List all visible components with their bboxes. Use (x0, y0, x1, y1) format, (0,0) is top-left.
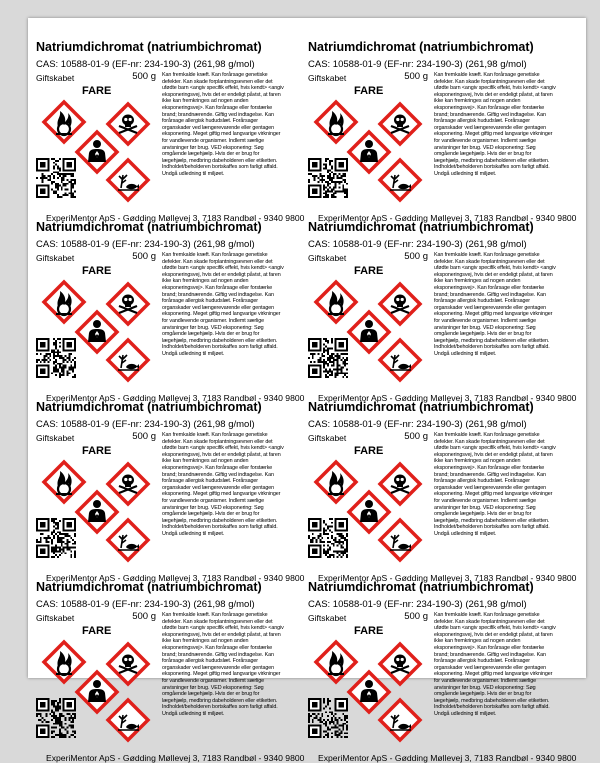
hazard-statements: Kan fremkalde kræft. Kan forårsage genetiske defekter. Kan skade forplantningsevnen eller det ufødte barn <angiv specifik effekt, hvis kendt> <angiv eksponeringsvej, hvis det er endeligt påvist, at faren ikke kan fremkringes ad nogen anden eksponeringsvej>. Kan forårsage eller forstærke brand; brandnærende. Giftig ved indtagelse. Kan forårsage allergisk hududslæt. Forårsager organskader ved længerevarende eller gentagen eksponering. Meget giftig med langvarige virkninger for vandlevende organismer. Indlemt særlige anvisninger før brug. VED eksponering: Søg omgående lægehjælp. Hvis der er brug for lægehjælp, medbring dabeholderen eller etiketten. Indholdet/beholderen bortskaffes som farligt affald. Undgå udledning til miljøet. (162, 432, 284, 537)
signal-word: FARE (82, 625, 112, 637)
environment-icon (106, 698, 150, 742)
qr-code (308, 158, 348, 198)
label-cabinet: Giftskabet (308, 433, 347, 443)
chemical-label (28, 18, 305, 223)
qr-code (36, 518, 76, 558)
environment-icon (106, 518, 150, 562)
label-quantity: 500 g (404, 611, 428, 622)
label-title: Natriumdichromat (natriumbichromat) (308, 40, 534, 54)
label-identifiers: CAS: 10588-01-9 (EF-nr: 234-190-3) (261,98 g/mol) (36, 599, 255, 610)
label-footer: ExperiMentor ApS - Gødding Møllevej 3, 7183 Randbøl - 9340 9800 (318, 393, 577, 403)
label-cabinet: Giftskabet (308, 613, 347, 623)
signal-word: FARE (82, 85, 112, 97)
hazard-statements: Kan fremkalde kræft. Kan forårsage genetiske defekter. Kan skade forplantningsevnen eller det ufødte barn <angiv specifik effekt, hvis kendt> <angiv eksponeringsvej, hvis det er endeligt påvist, at faren ikke kan fremkringes ad nogen anden eksponeringsvej>. Kan forårsage eller forstærke brand; brandnærende. Giftig ved indtagelse. Kan forårsage allergisk hududslæt. Forårsager organskader ved længerevarende eller gentagen eksponering. Meget giftig med langvarige virkninger for vandlevende organismer. Indlemt særlige anvisninger før brug. VED eksponering: Søg omgående lægehjælp. Hvis der er brug for lægehjælp, medbring dabeholderen eller etiketten. Indholdet/beholderen bortskaffes som farligt affald. Undgå udledning til miljøet. (434, 252, 556, 357)
label-identifiers: CAS: 10588-01-9 (EF-nr: 234-190-3) (261,98 g/mol) (308, 599, 527, 610)
qr-code (308, 338, 348, 378)
label-footer: ExperiMentor ApS - Gødding Møllevej 3, 7183 Randbøl - 9340 9800 (46, 393, 305, 403)
label-quantity: 500 g (132, 611, 156, 622)
qr-code (36, 338, 76, 378)
environment-icon (106, 158, 150, 202)
chemical-label (300, 558, 577, 763)
label-footer: ExperiMentor ApS - Gødding Møllevej 3, 7183 Randbøl - 9340 9800 (46, 213, 305, 223)
chemical-label (300, 198, 577, 403)
label-cabinet: Giftskabet (36, 253, 75, 263)
hazard-statements: Kan fremkalde kræft. Kan forårsage genetiske defekter. Kan skade forplantningsevnen eller det ufødte barn <angiv specifik effekt, hvis kendt> <angiv eksponeringsvej, hvis det er endeligt påvist, at faren ikke kan fremkringes ad nogen anden eksponeringsvej>. Kan forårsage eller forstærke brand; brandnærende. Giftig ved indtagelse. Kan forårsage allergisk hududslæt. Forårsager organskader ved længerevarende eller gentagen eksponering. Meget giftig med langvarige virkninger for vandlevende organismer. Indlemt særlige anvisninger før brug. VED eksponering: Søg omgående lægehjælp. Hvis der er brug for lægehjælp, medbring dabeholderen eller etiketten. Indholdet/beholderen bortskaffes som farligt affald. Undgå udledning til miljøet. (162, 72, 284, 177)
label-title: Natriumdichromat (natriumbichromat) (36, 220, 262, 234)
qr-code (308, 518, 348, 558)
label-footer: ExperiMentor ApS - Gødding Møllevej 3, 7183 Randbøl - 9340 9800 (318, 573, 577, 583)
label-footer: ExperiMentor ApS - Gødding Møllevej 3, 7183 Randbøl - 9340 9800 (318, 213, 577, 223)
label-footer: ExperiMentor ApS - Gødding Møllevej 3, 7183 Randbøl - 9340 9800 (46, 573, 305, 583)
label-title: Natriumdichromat (natriumbichromat) (36, 400, 262, 414)
label-identifiers: CAS: 10588-01-9 (EF-nr: 234-190-3) (261,98 g/mol) (308, 239, 527, 250)
environment-icon (106, 338, 150, 382)
qr-code (308, 698, 348, 738)
label-title: Natriumdichromat (natriumbichromat) (36, 580, 262, 594)
hazard-statements: Kan fremkalde kræft. Kan forårsage genetiske defekter. Kan skade forplantningsevnen eller det ufødte barn <angiv specifik effekt, hvis kendt> <angiv eksponeringsvej, hvis det er endeligt påvist, at faren ikke kan fremkringes ad nogen anden eksponeringsvej>. Kan forårsage eller forstærke brand; brandnærende. Giftig ved indtagelse. Kan forårsage allergisk hududslæt. Forårsager organskader ved længerevarende eller gentagen eksponering. Meget giftig med langvarige virkninger for vandlevende organismer. Indlemt særlige anvisninger før brug. VED eksponering: Søg omgående lægehjælp. Hvis der er brug for lægehjælp, medbring dabeholderen eller etiketten. Indholdet/beholderen bortskaffes som farligt affald. Undgå udledning til miljøet. (434, 612, 556, 717)
label-quantity: 500 g (132, 71, 156, 82)
label-identifiers: CAS: 10588-01-9 (EF-nr: 234-190-3) (261,98 g/mol) (308, 59, 527, 70)
label-cabinet: Giftskabet (36, 613, 75, 623)
signal-word: FARE (354, 445, 384, 457)
label-cabinet: Giftskabet (36, 433, 75, 443)
signal-word: FARE (354, 265, 384, 277)
signal-word: FARE (82, 265, 112, 277)
label-identifiers: CAS: 10588-01-9 (EF-nr: 234-190-3) (261,98 g/mol) (36, 59, 255, 70)
environment-icon (378, 518, 422, 562)
qr-code (36, 158, 76, 198)
qr-code (36, 698, 76, 738)
environment-icon (378, 158, 422, 202)
label-sheet (28, 18, 586, 763)
label-quantity: 500 g (404, 251, 428, 262)
environment-icon (378, 338, 422, 382)
hazard-statements: Kan fremkalde kræft. Kan forårsage genetiske defekter. Kan skade forplantningsevnen eller det ufødte barn <angiv specifik effekt, hvis kendt> <angiv eksponeringsvej, hvis det er endeligt påvist, at faren ikke kan fremkringes ad nogen anden eksponeringsvej>. Kan forårsage eller forstærke brand; brandnærende. Giftig ved indtagelse. Kan forårsage allergisk hududslæt. Forårsager organskader ved længerevarende eller gentagen eksponering. Meget giftig med langvarige virkninger for vandlevende organismer. Indlemt særlige anvisninger før brug. VED eksponering: Søg omgående lægehjælp. Hvis der er brug for lægehjælp, medbring dabeholderen eller etiketten. Indholdet/beholderen bortskaffes som farligt affald. Undgå udledning til miljøet. (162, 612, 284, 717)
label-identifiers: CAS: 10588-01-9 (EF-nr: 234-190-3) (261,98 g/mol) (308, 419, 527, 430)
chemical-label (28, 198, 305, 403)
label-quantity: 500 g (404, 71, 428, 82)
label-quantity: 500 g (132, 251, 156, 262)
hazard-statements: Kan fremkalde kræft. Kan forårsage genetiske defekter. Kan skade forplantningsevnen eller det ufødte barn <angiv specifik effekt, hvis kendt> <angiv eksponeringsvej, hvis det er endeligt påvist, at faren ikke kan fremkringes ad nogen anden eksponeringsvej>. Kan forårsage eller forstærke brand; brandnærende. Giftig ved indtagelse. Kan forårsage allergisk hududslæt. Forårsager organskader ved længerevarende eller gentagen eksponering. Meget giftig med langvarige virkninger for vandlevende organismer. Indlemt særlige anvisninger før brug. VED eksponering: Søg omgående lægehjælp. Hvis der er brug for lægehjælp, medbring dabeholderen eller etiketten. Indholdet/beholderen bortskaffes som farligt affald. Undgå udledning til miljøet. (434, 72, 556, 177)
signal-word: FARE (82, 445, 112, 457)
label-cabinet: Giftskabet (36, 73, 75, 83)
label-footer: ExperiMentor ApS - Gødding Møllevej 3, 7183 Randbøl - 9340 9800 (318, 753, 577, 763)
label-title: Natriumdichromat (natriumbichromat) (308, 580, 534, 594)
label-quantity: 500 g (404, 431, 428, 442)
label-title: Natriumdichromat (natriumbichromat) (308, 400, 534, 414)
label-cabinet: Giftskabet (308, 73, 347, 83)
hazard-statements: Kan fremkalde kræft. Kan forårsage genetiske defekter. Kan skade forplantningsevnen eller det ufødte barn <angiv specifik effekt, hvis kendt> <angiv eksponeringsvej, hvis det er endeligt påvist, at faren ikke kan fremkringes ad nogen anden eksponeringsvej>. Kan forårsage eller forstærke brand; brandnærende. Giftig ved indtagelse. Kan forårsage allergisk hududslæt. Forårsager organskader ved længerevarende eller gentagen eksponering. Meget giftig med langvarige virkninger for vandlevende organismer. Indlemt særlige anvisninger før brug. VED eksponering: Søg omgående lægehjælp. Hvis der er brug for lægehjælp, medbring dabeholderen eller etiketten. Indholdet/beholderen bortskaffes som farligt affald. Undgå udledning til miljøet. (434, 432, 556, 537)
environment-icon (378, 698, 422, 742)
chemical-label (300, 378, 577, 583)
chemical-label (28, 378, 305, 583)
hazard-statements: Kan fremkalde kræft. Kan forårsage genetiske defekter. Kan skade forplantningsevnen eller det ufødte barn <angiv specifik effekt, hvis kendt> <angiv eksponeringsvej, hvis det er endeligt påvist, at faren ikke kan fremkringes ad nogen anden eksponeringsvej>. Kan forårsage eller forstærke brand; brandnærende. Giftig ved indtagelse. Kan forårsage allergisk hududslæt. Forårsager organskader ved længerevarende eller gentagen eksponering. Meget giftig med langvarige virkninger for vandlevende organismer. Indlemt særlige anvisninger før brug. VED eksponering: Søg omgående lægehjælp. Hvis der er brug for lægehjælp, medbring dabeholderen eller etiketten. Indholdet/beholderen bortskaffes som farligt affald. Undgå udledning til miljøet. (162, 252, 284, 357)
label-identifiers: CAS: 10588-01-9 (EF-nr: 234-190-3) (261,98 g/mol) (36, 239, 255, 250)
label-quantity: 500 g (132, 431, 156, 442)
label-cabinet: Giftskabet (308, 253, 347, 263)
label-identifiers: CAS: 10588-01-9 (EF-nr: 234-190-3) (261,98 g/mol) (36, 419, 255, 430)
label-title: Natriumdichromat (natriumbichromat) (36, 40, 262, 54)
chemical-label (300, 18, 577, 223)
label-title: Natriumdichromat (natriumbichromat) (308, 220, 534, 234)
label-footer: ExperiMentor ApS - Gødding Møllevej 3, 7183 Randbøl - 9340 9800 (46, 753, 305, 763)
signal-word: FARE (354, 85, 384, 97)
chemical-label (28, 558, 305, 763)
signal-word: FARE (354, 625, 384, 637)
